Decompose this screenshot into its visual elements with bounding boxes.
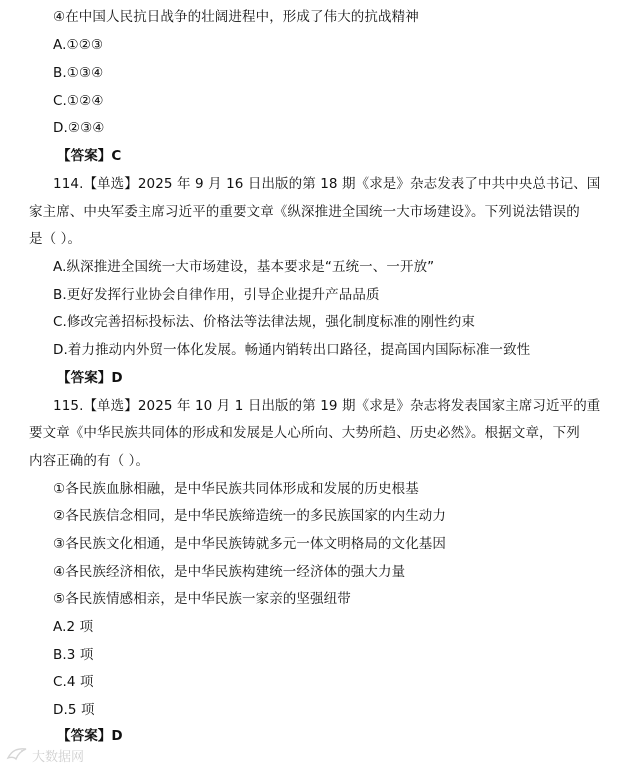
question-114-line-3: 是（ ）。 <box>29 231 82 247</box>
option-a: A.纵深推进全国统一大市场建设，基本要求是“五统一、一开放” <box>53 259 435 275</box>
statement-2: ②各民族信念相同，是中华民族缔造统一的多民族国家的内生动力 <box>53 508 447 524</box>
question-115-line-1: 115.【单选】2025 年 10 月 1 日出版的第 19 期《求是》杂志将发表国家主席习近平的重 <box>53 398 601 414</box>
option-d: D.5 项 <box>53 702 95 718</box>
option-b: B.3 项 <box>53 647 94 663</box>
option-a: A.2 项 <box>53 619 94 635</box>
statement-3: ③各民族文化相通，是中华民族铸就多元一体文明格局的文化基因 <box>53 536 447 552</box>
watermark <box>6 744 84 766</box>
answer-115: 【答案】D <box>57 728 123 744</box>
option-c: C.①②④ <box>53 93 104 109</box>
watermark-text: 大数据网 <box>32 749 85 765</box>
statement-1: ①各民族血脉相融，是中华民族共同体形成和发展的历史根基 <box>53 481 419 497</box>
question-114-line-1: 114.【单选】2025 年 9 月 16 日出版的第 18 期《求是》杂志发表了中共中央总书记、国 <box>53 176 601 192</box>
bird-logo-icon <box>6 746 28 764</box>
option-c: C.4 项 <box>53 674 94 690</box>
option-statement-4: ④在中国人民抗日战争的壮阔进程中，形成了伟大的抗战精神 <box>53 9 419 25</box>
answer-113: 【答案】C <box>57 148 122 164</box>
option-b: B.①③④ <box>53 65 104 81</box>
option-d: D.②③④ <box>53 120 105 136</box>
statement-4: ④各民族经济相依，是中华民族构建统一经济体的强大力量 <box>53 564 406 580</box>
option-c: C.修改完善招标投标法、价格法等法律法规，强化制度标准的刚性约束 <box>53 314 475 330</box>
answer-114: 【答案】D <box>57 370 123 386</box>
question-114-line-2: 家主席、中央军委主席习近平的重要文章《纵深推进全国统一大市场建设》。下列说法错误的 <box>29 204 580 220</box>
question-115-line-3: 内容正确的有（ ）。 <box>29 453 150 469</box>
statement-5: ⑤各民族情感相亲，是中华民族一家亲的坚强纽带 <box>53 591 351 607</box>
option-b: B.更好发挥行业协会自律作用，引导企业提升产品品质 <box>53 287 380 303</box>
option-d: D.着力推动内外贸一体化发展。畅通内销转出口路径，提高国内国际标准一致性 <box>53 342 531 358</box>
question-115-line-2: 要文章《中华民族共同体的形成和发展是人心所向、大势所趋、历史必然》。根据文章，下列 <box>29 425 580 441</box>
option-a: A.①②③ <box>53 37 104 53</box>
